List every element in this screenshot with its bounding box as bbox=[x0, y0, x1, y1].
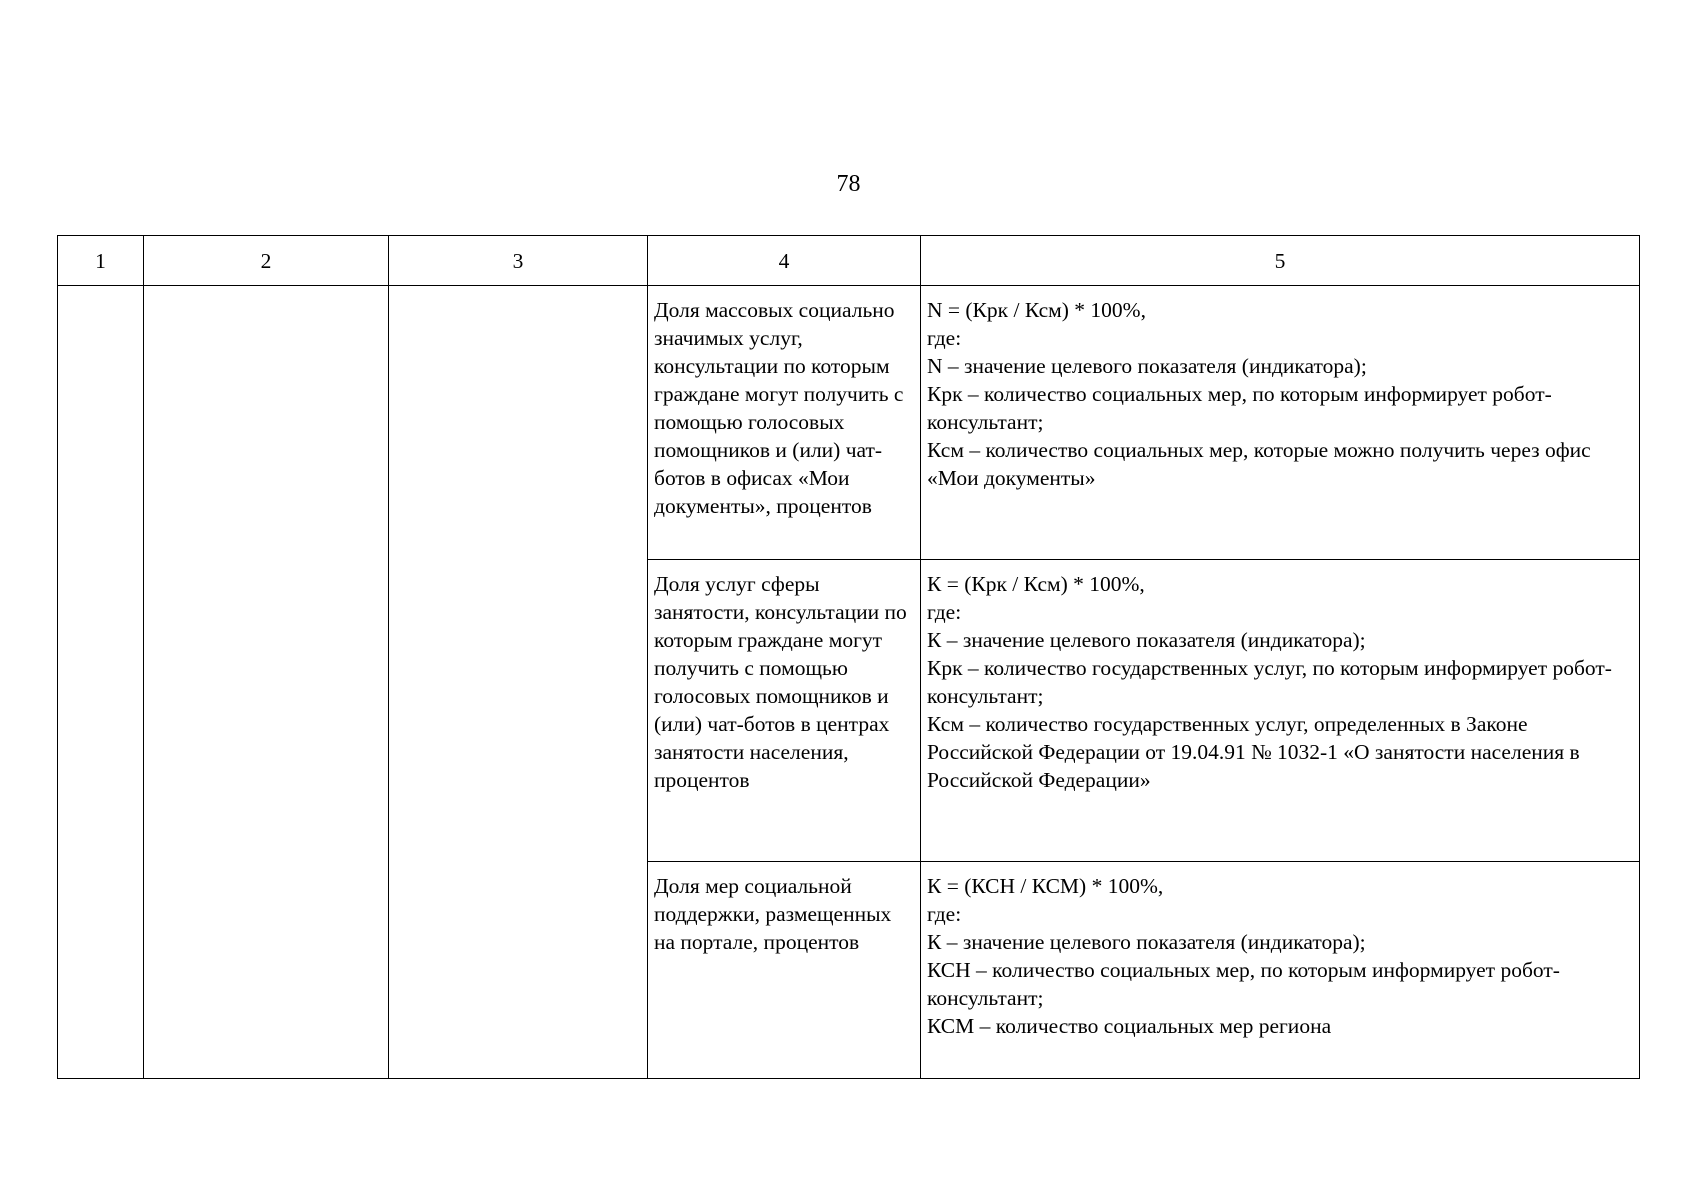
formula-line: N = (Крк / Ксм) * 100%, bbox=[927, 298, 1146, 322]
formula-line: КСМ – количество социальных мер региона bbox=[927, 1014, 1332, 1038]
formula-line: где: bbox=[927, 600, 962, 624]
table-row bbox=[58, 286, 1640, 560]
formula-text bbox=[921, 560, 1639, 794]
indicator-cell bbox=[648, 560, 921, 862]
formula-cell bbox=[921, 560, 1640, 862]
column-header-2: 2 bbox=[144, 236, 389, 286]
formula-line: К – значение целевого показателя (индикатора); bbox=[927, 930, 1366, 954]
formula-line: К = (КСН / КСМ) * 100%, bbox=[927, 874, 1164, 898]
formula-text bbox=[921, 862, 1639, 1040]
formula-line: где: bbox=[927, 326, 962, 350]
formula-line: Ксм – количество социальных мер, которые можно получить через офис «Мои документы» bbox=[927, 438, 1591, 490]
column-2-cell bbox=[144, 286, 389, 1079]
column-1-cell bbox=[58, 286, 144, 1079]
column-header-3: 3 bbox=[389, 236, 648, 286]
formula-line: N – значение целевого показателя (индикатора); bbox=[927, 354, 1367, 378]
indicator-text: Доля услуг сферы занятости, консультации по которым граждане могут получить с помощью голосовых помощников и (или) чат-ботов в центрах занятости населения, процентов bbox=[654, 572, 907, 792]
page-number: 78 bbox=[836, 171, 861, 197]
table-header-row bbox=[58, 236, 1640, 286]
indicators-table bbox=[57, 235, 1640, 1079]
formula-line: Крк – количество государственных услуг, по которым информирует робот-консультант; bbox=[927, 656, 1612, 708]
formula-line: К – значение целевого показателя (индикатора); bbox=[927, 628, 1366, 652]
formula-line: Ксм – количество государственных услуг, определенных в Законе Российской Федерации от 19.04.91 № 1032-1 «О занятости населения в Российской Федерации» bbox=[927, 712, 1580, 792]
column-header-5: 5 bbox=[921, 236, 1640, 286]
indicator-cell bbox=[648, 862, 921, 1079]
formula-line: Крк – количество социальных мер, по которым информирует робот-консультант; bbox=[927, 382, 1552, 434]
formula-cell bbox=[921, 862, 1640, 1079]
formula-cell bbox=[921, 286, 1640, 560]
formula-line: где: bbox=[927, 902, 962, 926]
indicator-text: Доля массовых социально значимых услуг, консультации по которым граждане могут получить с помощью голосовых помощников и (или) чат-ботов в офисах «Мои документы», процентов bbox=[654, 298, 904, 518]
column-header-4: 4 bbox=[648, 236, 921, 286]
indicator-cell bbox=[648, 286, 921, 560]
formula-line: К = (Крк / Ксм) * 100%, bbox=[927, 572, 1145, 596]
column-header-1: 1 bbox=[58, 236, 144, 286]
formula-text bbox=[921, 286, 1639, 492]
column-3-cell bbox=[389, 286, 648, 1079]
formula-line: КСН – количество социальных мер, по которым информирует робот-консультант; bbox=[927, 958, 1560, 1010]
indicator-text: Доля мер социальной поддержки, размещенных на портале, процентов bbox=[654, 874, 892, 954]
